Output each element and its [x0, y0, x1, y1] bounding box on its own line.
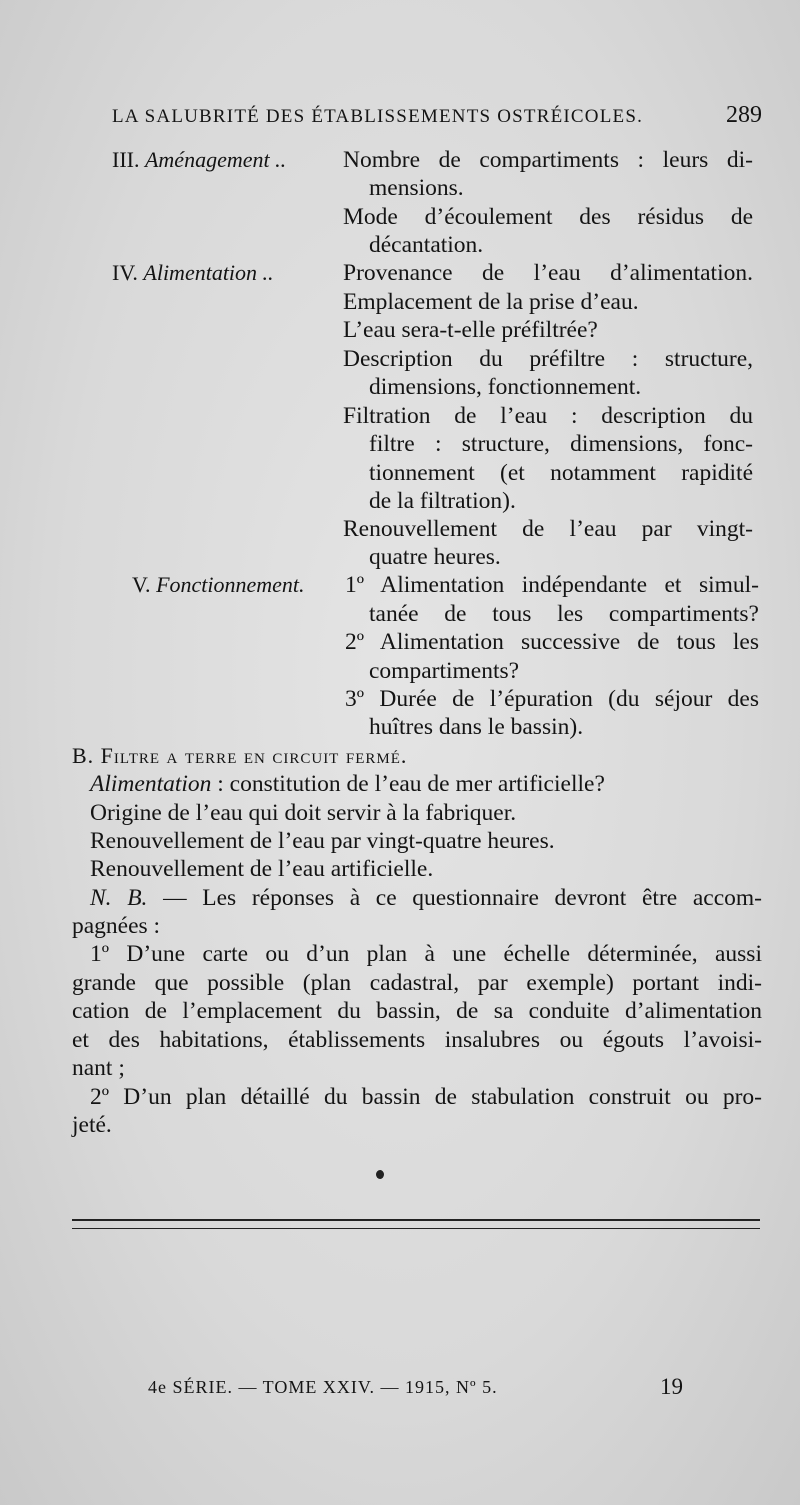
section-b-alimentation: Alimentation : constitution de l’eau de mer artificielle?: [90, 771, 605, 797]
note-line: et des habitations, établissements insalubres ou égouts l’avoisi-: [72, 1027, 762, 1053]
note-line: 1º D’une carte ou d’un plan à une échelle déterminée, aussi: [90, 941, 762, 967]
section-5-line: 1º Alimentation indépendante et simul-: [345, 572, 759, 598]
section-4-line: Renouvellement de l’eau par vingt-: [343, 516, 753, 542]
section-3-line: décantation.: [369, 232, 484, 258]
double-rule-bottom: [72, 1228, 760, 1229]
section-4-line: L’eau sera-t-elle préfiltrée?: [343, 317, 598, 343]
note-line: 2º D’un plan détaillé du bassin de stabulation construit ou pro-: [90, 1084, 762, 1110]
section-b-line: Renouvellement de l’eau artificielle.: [90, 856, 434, 882]
note-line: jeté.: [72, 1112, 112, 1138]
section-4-label: IV. Alimentation ..: [112, 260, 274, 285]
page-number: 289: [726, 102, 762, 128]
section-4-line: Description du préfiltre : structure,: [343, 346, 753, 372]
section-4-line: Provenance de l’eau d’alimentation.: [343, 260, 753, 286]
signature-text: 4e SÉRIE. — TOME XXIV. — 1915, Nº 5.: [148, 1377, 498, 1397]
section-b-heading: B. Filtre a terre en circuit fermé.: [72, 743, 408, 768]
section-5-label: V. Fonctionnement.: [132, 572, 305, 597]
section-4-line: de la filtration).: [369, 488, 516, 514]
section-5-line: compartiments?: [369, 658, 520, 684]
section-3-line: Mode d’écoulement des résidus de: [343, 204, 753, 230]
sheet-number: 19: [660, 1374, 683, 1399]
note-first-line: N. B. — Les réponses à ce questionnaire devront être accom-: [90, 885, 762, 911]
section-5-line: huîtres dans le bassin).: [369, 714, 584, 740]
note-line: pagnées :: [72, 913, 161, 939]
note-line: grande que possible (plan cadastral, par exemple) portant indi-: [72, 970, 762, 996]
section-4-line: Filtration de l’eau : description du: [343, 403, 753, 429]
ornament-dot: [376, 1170, 384, 1179]
section-4-line: dimensions, fonctionnement.: [369, 374, 642, 400]
section-5-line: 3º Durée de l’épuration (du séjour des: [345, 686, 759, 712]
section-5-line: tanée de tous les compartiments?: [369, 601, 759, 627]
note-line: nant ;: [72, 1055, 125, 1081]
note-line: cation de l’emplacement du bassin, de sa conduite d’alimentation: [72, 998, 762, 1024]
section-3-line: Nombre de compartiments : leurs di-: [343, 147, 753, 173]
printer-signature-footer: [148, 1374, 683, 1399]
section-3-line: mensions.: [369, 175, 464, 201]
running-header: [112, 102, 762, 128]
section-4-line: tionnement (et notamment rapidité: [369, 460, 753, 486]
double-rule-top: [72, 1219, 760, 1221]
section-4-line: quatre heures.: [369, 544, 501, 570]
running-title: LA SALUBRITÉ DES ÉTABLISSEMENTS OSTRÉICOLES.: [112, 106, 644, 127]
section-b-line: Origine de l’eau qui doit servir à la fabriquer.: [90, 800, 517, 826]
section-4-line: filtre : structure, dimensions, fonc-: [369, 431, 753, 457]
section-4-line: Emplacement de la prise d’eau.: [343, 289, 639, 315]
section-5-line: 2º Alimentation successive de tous les: [345, 629, 759, 655]
section-3-label: III. Aménagement ..: [112, 147, 287, 172]
section-b-line: Renouvellement de l’eau par vingt-quatre heures.: [90, 828, 555, 854]
